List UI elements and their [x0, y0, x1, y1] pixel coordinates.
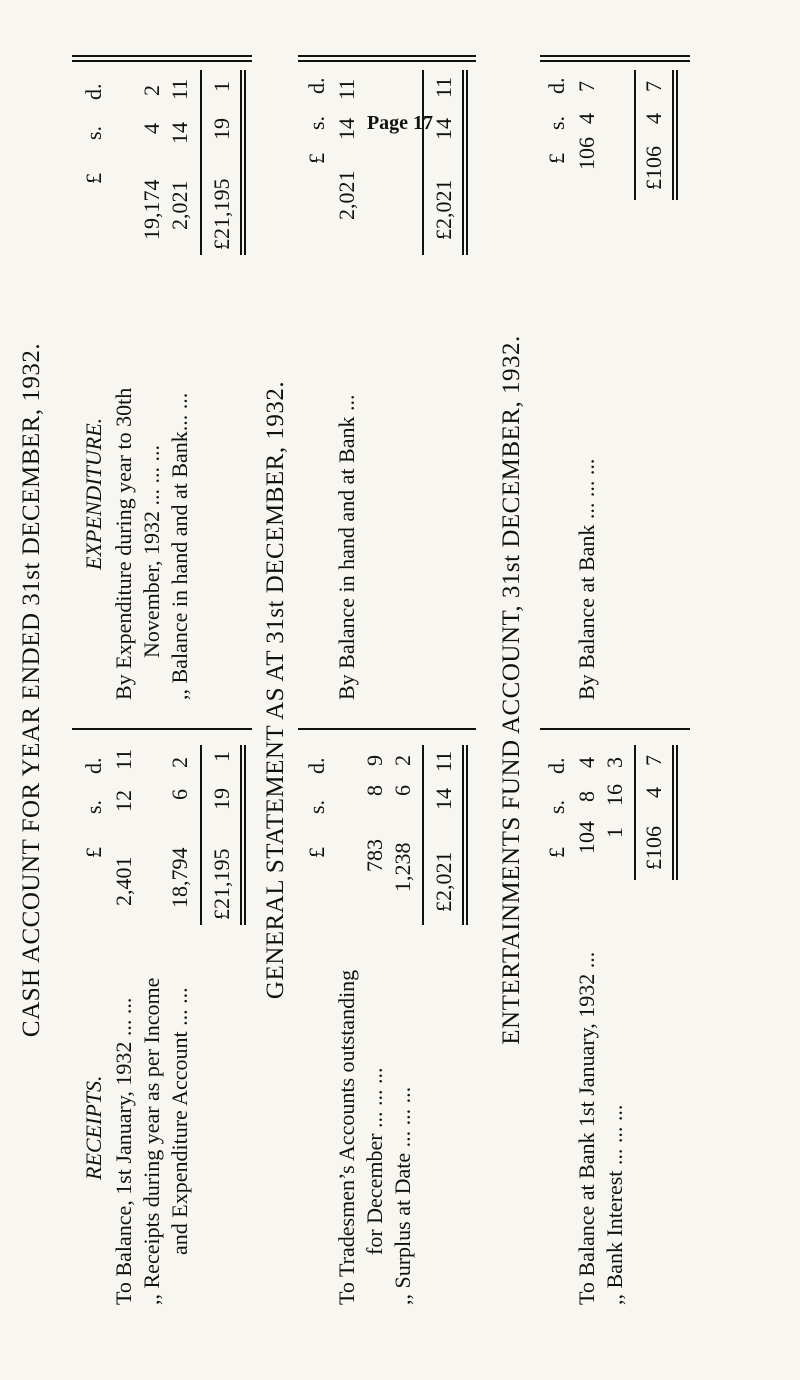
general-right-line-1-pounds: 2,021 [334, 170, 359, 220]
ent-left-total-pence: 7 [641, 755, 666, 766]
general-left-rule [422, 745, 424, 925]
ent-left-line-2: ,, Bank Interest ... ... ... [602, 1104, 627, 1305]
receipts-line-3-shillings: 6 [167, 789, 192, 800]
general-left-col-pence: d. [304, 757, 329, 774]
receipts-col-shillings: s. [81, 799, 106, 814]
receipts-line-3-pence: 2 [167, 757, 192, 768]
expenditure-col-pence: d. [81, 83, 106, 100]
receipts-heading: RECEIPTS. [81, 1075, 106, 1180]
general-right-line-1: By Balance in hand and at Bank ... [334, 394, 359, 700]
page-number: Page 17 [366, 112, 434, 134]
ent-left-rule [634, 745, 636, 880]
receipts-total-pence: 1 [209, 751, 234, 762]
expenditure-line-3: ,, Balance in hand and at Bank... ... [167, 392, 192, 700]
receipts-col-pound: £ [81, 847, 106, 858]
receipts-line-1-shillings: 12 [111, 790, 136, 812]
ent-right-col-pound: £ [544, 153, 569, 164]
ent-right-double-rule [672, 70, 678, 200]
ent-right-col-pence: d. [544, 77, 569, 94]
expenditure-heading: EXPENDITURE. [81, 417, 106, 570]
ent-left-col-shillings: s. [544, 799, 569, 814]
ent-left-col-pound: £ [544, 847, 569, 858]
expenditure-line-3-shillings: 14 [167, 122, 192, 144]
ent-right-line-1-pounds: 106 [574, 137, 599, 170]
expenditure-col-pound: £ [81, 173, 106, 184]
receipts-double-rule [240, 745, 246, 925]
ent-left-line-1-pounds: 104 [574, 821, 599, 854]
expenditure-total-pence: 1 [209, 81, 234, 92]
receipts-total-shillings: 19 [209, 788, 234, 810]
cash-account-title: CASH ACCOUNT FOR YEAR ENDED 31st DECEMBER, 1932. [18, 342, 45, 1038]
general-left-line-2-shillings: 8 [362, 785, 387, 796]
general-right-total-shillings: 14 [431, 118, 456, 140]
general-left-line-3-shillings: 6 [390, 785, 415, 796]
ent-right-total-pence: 7 [641, 81, 666, 92]
general-right-col-pence: d. [304, 77, 329, 94]
ent-left-line-1-pence: 4 [574, 757, 599, 768]
entertainments-fund-title: ENTERTAINMENTS FUND ACCOUNT, 31st DECEMBER, 1932. [498, 335, 525, 1045]
expenditure-line-2: November, 1932 ... ... ... [139, 445, 164, 658]
general-left-total-shillings: 14 [431, 788, 456, 810]
receipts-line-2: ,, Receipts during year as per Income [139, 977, 164, 1305]
receipts-line-3: and Expenditure Account ... ... [167, 987, 192, 1255]
general-right-total-pounds: £2,021 [431, 179, 456, 240]
general-right-rule [422, 70, 424, 255]
general-left-line-3-pounds: 1,238 [390, 842, 415, 892]
general-right-line-1-shillings: 14 [334, 118, 359, 140]
general-right-col-shillings: s. [304, 115, 329, 130]
ent-right-total-pounds: £106 [641, 146, 666, 190]
expenditure-col-shillings: s. [81, 125, 106, 140]
receipts-line-1-pounds: 2,401 [111, 856, 136, 906]
ent-left-total-pounds: £106 [641, 826, 666, 870]
ent-right-line-1-shillings: 4 [574, 113, 599, 124]
receipts-line-3-pounds: 18,794 [167, 847, 192, 908]
cash-right-border [72, 55, 252, 62]
general-statement-title: GENERAL STATEMENT AS AT 31st DECEMBER, 1932. [262, 380, 289, 1000]
general-right-col-pound: £ [304, 153, 329, 164]
ent-left-line-1: To Balance at Bank 1st January, 1932 ... [574, 951, 599, 1305]
general-left-line-2-pounds: 783 [362, 839, 387, 872]
ent-left-line-1-shillings: 8 [574, 791, 599, 802]
ent-right-col-shillings: s. [544, 115, 569, 130]
ent-left-col-pence: d. [544, 757, 569, 774]
cash-divider [72, 728, 252, 730]
expenditure-rule [200, 70, 202, 255]
general-left-double-rule [462, 745, 468, 925]
ent-left-double-rule [672, 745, 678, 880]
receipts-line-1-pence: 11 [111, 748, 136, 770]
expenditure-total-pounds: £21,195 [209, 178, 234, 250]
ent-left-total-shillings: 4 [641, 787, 666, 798]
general-left-total-pence: 11 [431, 750, 456, 772]
expenditure-line-2-pence: 2 [139, 85, 164, 96]
ent-left-line-2-shillings: 16 [602, 784, 627, 806]
receipts-rule [200, 745, 202, 925]
general-divider [298, 728, 476, 730]
expenditure-line-3-pence: 11 [167, 78, 192, 100]
ent-right-rule [634, 70, 636, 200]
expenditure-line-2-pounds: 19,174 [139, 179, 164, 240]
general-left-col-pound: £ [304, 847, 329, 858]
receipts-line-1: To Balance, 1st January, 1932 ... ... [111, 997, 136, 1305]
receipts-total-pounds: £21,195 [209, 848, 234, 920]
ent-right-line-1: By Balance at Bank ... ... ... [574, 458, 599, 700]
ent-divider [540, 728, 690, 730]
ent-left-line-2-pounds: 1 [602, 827, 627, 838]
expenditure-double-rule [240, 70, 246, 255]
general-right-border [298, 55, 476, 62]
general-left-col-shillings: s. [304, 799, 329, 814]
general-right-line-1-pence: 11 [334, 78, 359, 100]
ent-left-line-2-pence: 3 [602, 757, 627, 768]
general-left-total-pounds: £2,021 [431, 851, 456, 912]
ent-right-border [540, 55, 690, 62]
expenditure-line-2-shillings: 4 [139, 123, 164, 134]
receipts-col-pence: d. [81, 757, 106, 774]
general-left-line-2-pence: 9 [362, 755, 387, 766]
ent-right-total-shillings: 4 [641, 113, 666, 124]
ent-right-line-1-pence: 7 [574, 81, 599, 92]
general-left-line-2: for December ... ... ... [362, 1067, 387, 1255]
expenditure-line-1: By Expenditure during year to 30th [111, 387, 136, 700]
general-left-line-3: ,, Surplus at Date ... ... ... [390, 1086, 415, 1305]
general-right-double-rule [462, 70, 468, 255]
general-right-total-pence: 11 [431, 76, 456, 98]
general-left-line-1: To Tradesmen’s Accounts outstanding [334, 969, 359, 1305]
expenditure-line-3-pounds: 2,021 [167, 180, 192, 230]
general-left-line-3-pence: 2 [390, 755, 415, 766]
expenditure-total-shillings: 19 [209, 118, 234, 140]
